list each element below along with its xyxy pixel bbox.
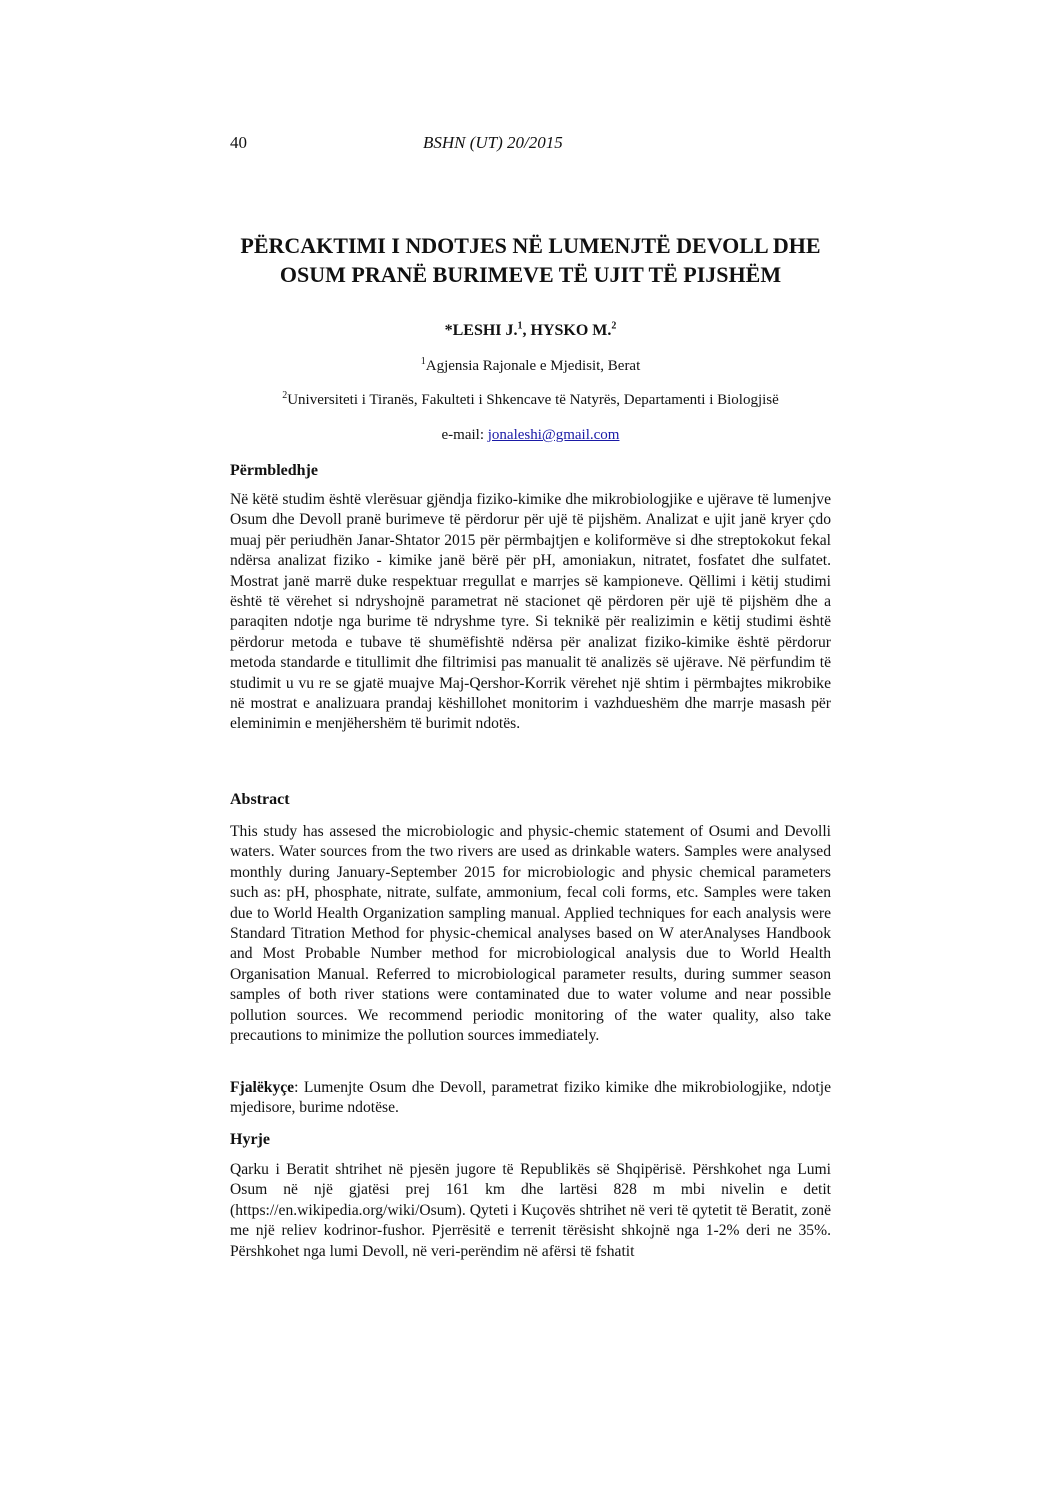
author-list [215,322,846,340]
affiliation-1-text: Agjensia Rajonale e Mjedisit, Berat [425,358,641,374]
journal-name: BSHN (UT) 20/2015 [423,133,563,152]
affiliation-2-text: Universiteti i Tiranës, Fakulteti i Shkencave të Natyrës, Departamenti i Biologjisë [287,392,779,408]
corresponding-marker: * [444,322,453,339]
contact-email [215,427,846,444]
hyrje-text: Qarku i Beratit shtrihet në pjesën jugore të Republikës së Shqipërisë. Përshkohet nga Lumi Osum në një gjatësi prej 161 km dhe lartësi 828 m mbi nivelin e detit (https://en.wikipedia.org/wiki/Osum). Qyteti i Kuçovës shtrihet në veri të qytetit të Beratit, zonë me një reliev kodrinor-fushor. Pjerrësitë e terrenit tërësisht shkojnë nga 1-2% deri ne 35%. Përshkohet nga lumi Devoll, në veri-perëndim në afërsi të fshatit [230,1161,831,1260]
abstract-heading: Abstract [230,791,290,808]
affiliation-1 [215,358,846,375]
keywords-text: : Lumenjte Osum dhe Devoll, parametrat fiziko kimike dhe mikrobiologjike, ndotje mjedisore, burime ndotëse. [230,1079,831,1117]
author-2: HYSKO M. [530,322,612,339]
abstract-text: This study has assesed the microbiologic and physic-chemic statement of Osumi and Devolli waters. Water sources from the two rivers are used as drinkable waters. Samples were analysed monthly during January-September 2015 for microbiologic and physic chemical parameters such as: pH, phosphate, nitrate, sulfate, ammonium, fecal coli forms, etc. Samples were taken due to World Health Organization sampling manual. Applied techniques for each analysis were Standard Titration Method for physic-chemical analyses based on W aterAnalyses Handbook and Most Probable Number method for microbiological analysis due to World Health Organisation Manual. Referred to microbiological parameter results, during summer season samples of both river stations were contaminated due to water volume and near possible pollution sources. We recommend periodic monitoring of the water quality, also take precautions to minimize the pollution sources immediately. [230,823,831,1045]
author-2-affiliation-mark: 2 [611,320,617,332]
article-title: PËRCAKTIMI I NDOTJES NË LUMENJTË DEVOLL DHE OSUM PRANË BURIMEVE TË UJIT TË PIJSHËM [240,233,821,287]
email-link[interactable]: jonaleshi@gmail.com [487,427,620,443]
page-number: 40 [230,133,247,152]
affiliation-2 [215,392,846,409]
affiliation-2-mark: 2 [282,390,288,401]
permbledhje-heading: Përmbledhje [230,462,318,479]
author-1: LESHI J. [452,322,518,339]
keywords-label: Fjalëkyçe [230,1079,295,1096]
affiliation-1-mark: 1 [420,356,426,367]
permbledhje-text: Në këtë studim është vlerësuar gjëndja fiziko-kimike dhe mikrobiologjike e ujërave të lumenjve Osum dhe Devoll pranë burimeve të përdorur për ujë të pijshëm. Analizat e ujit janë kryer çdo muaj për periudhën Janar-Shtator 2015 për përmbajtjen e koliformëve si dhe streptokokut fekal ndërsa analizat fiziko - kimike janë bërë për pH, amoniakun, nitratet, fosfatet dhe sulfatet. Mostrat janë marrë duke respektuar rregullat e marrjes së kampioneve. Qëllimi i këtij studimi është të vërehet si ndryshojnë parametrat në stacionet që përdoren për ujë të pijshëm dhe a paraqiten ndotje nga burime të ndryshme tyre. Si teknikë për realizimin e këtij studimi është përdorur metoda e tubave të shumëfishtë ndërsa për analizat fiziko-kimike është përdorur metoda standarde e titullimit dhe filtrimisi pas manualit të analizës së ujërave. Në përfundim të studimit u vu re se gjatë muajve Maj-Qershor-Korrik vërehet një shtim i përmbajtes mikrobike në mostrat e analizuara prandaj këshillohet monitorim i vazhdueshëm dhe marrje masash për eleminimin e menjëhershëm të burimit ndotës. [230,491,831,733]
author-separator: , [522,322,531,339]
author-1-affiliation-mark: 1 [517,320,523,332]
hyrje-heading: Hyrje [230,1131,270,1148]
keywords [230,1078,831,1119]
email-label: e-mail: [441,427,488,443]
